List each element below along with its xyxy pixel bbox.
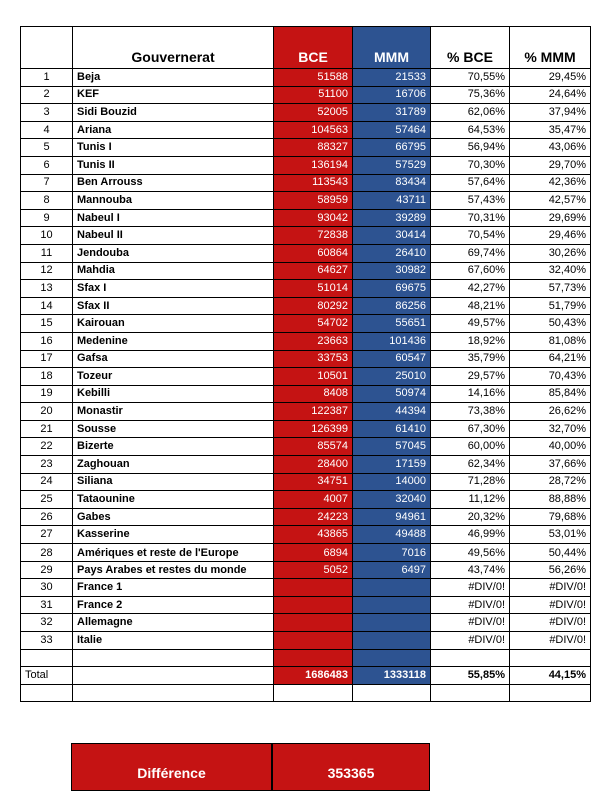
row-bce-value: [274, 596, 353, 614]
row-mmm-value: 44394: [353, 403, 431, 421]
row-pct-bce: 60,00%: [431, 438, 510, 456]
row-gouvernerat: Kairouan: [73, 315, 274, 333]
row-gouvernerat: Ben Arrouss: [73, 174, 274, 192]
table-footer: [21, 649, 591, 702]
row-gouvernerat: Ariana: [73, 121, 274, 139]
total-bce: 1686483: [274, 667, 353, 685]
row-pct-mmm: 37,94%: [510, 104, 591, 122]
total-pct-mmm: 44,15%: [510, 667, 591, 685]
row-bce-value: 136194: [274, 156, 353, 174]
row-pct-mmm: 85,84%: [510, 385, 591, 403]
row-number: 2: [21, 86, 73, 104]
row-bce-value: 5052: [274, 561, 353, 579]
row-number: 14: [21, 297, 73, 315]
row-bce-value: 34751: [274, 473, 353, 491]
row-bce-value: 33753: [274, 350, 353, 368]
row-bce-value: [274, 632, 353, 650]
row-number: 10: [21, 227, 73, 245]
row-gouvernerat: Pays Arabes et restes du monde: [73, 561, 274, 579]
row-pct-bce: 70,30%: [431, 156, 510, 174]
row-bce-value: 24223: [274, 508, 353, 526]
header-gouvernerat: Gouvernerat: [73, 27, 274, 69]
row-pct-mmm: 28,72%: [510, 473, 591, 491]
row-mmm-value: 31789: [353, 104, 431, 122]
row-number: 29: [21, 561, 73, 579]
row-number: 17: [21, 350, 73, 368]
row-mmm-value: 60547: [353, 350, 431, 368]
row-number: 9: [21, 209, 73, 227]
row-mmm-value: 66795: [353, 139, 431, 157]
row-bce-value: 10501: [274, 368, 353, 386]
row-bce-value: 4007: [274, 491, 353, 509]
row-pct-bce: 70,55%: [431, 69, 510, 87]
row-number: 31: [21, 596, 73, 614]
row-pct-bce: 67,60%: [431, 262, 510, 280]
row-pct-bce: 70,54%: [431, 227, 510, 245]
row-pct-bce: 48,21%: [431, 297, 510, 315]
row-bce-value: [274, 579, 353, 597]
difference-label: Différence: [71, 743, 272, 791]
row-mmm-value: 61410: [353, 420, 431, 438]
row-mmm-value: [353, 632, 431, 650]
row-gouvernerat: Monastir: [73, 403, 274, 421]
row-number: 5: [21, 139, 73, 157]
table-row: [21, 104, 591, 122]
row-pct-mmm: 29,70%: [510, 156, 591, 174]
row-pct-mmm: 29,69%: [510, 209, 591, 227]
row-mmm-value: 69675: [353, 280, 431, 298]
row-pct-mmm: 26,62%: [510, 403, 591, 421]
row-bce-value: 64627: [274, 262, 353, 280]
row-pct-bce: 14,16%: [431, 385, 510, 403]
row-number: 12: [21, 262, 73, 280]
row-pct-mmm: 32,70%: [510, 420, 591, 438]
row-pct-mmm: 40,00%: [510, 438, 591, 456]
row-gouvernerat: Jendouba: [73, 244, 274, 262]
row-number: 27: [21, 526, 73, 544]
table-row: [21, 438, 591, 456]
row-pct-mmm: 53,01%: [510, 526, 591, 544]
row-bce-value: 6894: [274, 544, 353, 562]
table-row: [21, 156, 591, 174]
row-bce-value: 51100: [274, 86, 353, 104]
row-number: 3: [21, 104, 73, 122]
row-gouvernerat: Nabeul II: [73, 227, 274, 245]
table-row: [21, 315, 591, 333]
row-gouvernerat: Kebilli: [73, 385, 274, 403]
row-pct-mmm: 37,66%: [510, 456, 591, 474]
table-row: [21, 561, 591, 579]
row-bce-value: 104563: [274, 121, 353, 139]
row-gouvernerat: Kasserine: [73, 526, 274, 544]
header-pct-mmm: % MMM: [510, 27, 591, 69]
row-gouvernerat: Siliana: [73, 473, 274, 491]
total-mmm: 1333118: [353, 667, 431, 685]
row-pct-mmm: 30,26%: [510, 244, 591, 262]
results-table: [20, 26, 591, 702]
row-pct-mmm: 42,57%: [510, 192, 591, 210]
table-row: [21, 227, 591, 245]
row-gouvernerat: Sfax I: [73, 280, 274, 298]
row-pct-mmm: 24,64%: [510, 86, 591, 104]
table-row: [21, 139, 591, 157]
row-pct-mmm: 79,68%: [510, 508, 591, 526]
row-number: 22: [21, 438, 73, 456]
row-number: 8: [21, 192, 73, 210]
table-row: [21, 174, 591, 192]
row-number: 23: [21, 456, 73, 474]
row-pct-bce: #DIV/0!: [431, 579, 510, 597]
row-gouvernerat: Bizerte: [73, 438, 274, 456]
row-number: 21: [21, 420, 73, 438]
row-pct-mmm: 29,45%: [510, 69, 591, 87]
row-bce-value: 54702: [274, 315, 353, 333]
row-bce-value: 60864: [274, 244, 353, 262]
row-number: 24: [21, 473, 73, 491]
row-gouvernerat: KEF: [73, 86, 274, 104]
row-mmm-value: 57529: [353, 156, 431, 174]
table-row: [21, 297, 591, 315]
table-row: [21, 614, 591, 632]
row-bce-value: 51588: [274, 69, 353, 87]
table-row: [21, 280, 591, 298]
row-pct-mmm: 35,47%: [510, 121, 591, 139]
row-gouvernerat: Tozeur: [73, 368, 274, 386]
row-mmm-value: [353, 596, 431, 614]
row-gouvernerat: Tataounine: [73, 491, 274, 509]
row-number: 26: [21, 508, 73, 526]
row-pct-bce: 29,57%: [431, 368, 510, 386]
table-row: [21, 403, 591, 421]
row-pct-mmm: #DIV/0!: [510, 579, 591, 597]
row-mmm-value: 16706: [353, 86, 431, 104]
table-row: [21, 596, 591, 614]
row-pct-bce: 70,31%: [431, 209, 510, 227]
row-gouvernerat: Nabeul I: [73, 209, 274, 227]
total-label: Total: [21, 667, 73, 685]
row-bce-value: 85574: [274, 438, 353, 456]
difference-value: 353365: [272, 743, 430, 791]
row-pct-mmm: #DIV/0!: [510, 596, 591, 614]
table-body: [21, 69, 591, 650]
header-mmm: MMM: [353, 27, 431, 69]
table-row: [21, 491, 591, 509]
row-mmm-value: 86256: [353, 297, 431, 315]
row-pct-bce: #DIV/0!: [431, 632, 510, 650]
row-bce-value: 58959: [274, 192, 353, 210]
row-bce-value: 52005: [274, 104, 353, 122]
row-mmm-value: 7016: [353, 544, 431, 562]
row-pct-mmm: #DIV/0!: [510, 632, 591, 650]
row-bce-value: 88327: [274, 139, 353, 157]
row-pct-mmm: 43,06%: [510, 139, 591, 157]
row-number: 16: [21, 332, 73, 350]
row-mmm-value: 30982: [353, 262, 431, 280]
spacer-row: [21, 649, 591, 667]
row-pct-mmm: 56,26%: [510, 561, 591, 579]
header-row: [21, 27, 591, 69]
table-row: [21, 385, 591, 403]
row-pct-mmm: 51,79%: [510, 297, 591, 315]
row-bce-value: 113543: [274, 174, 353, 192]
row-bce-value: 23663: [274, 332, 353, 350]
row-number: 4: [21, 121, 73, 139]
row-gouvernerat: Gafsa: [73, 350, 274, 368]
row-bce-value: 72838: [274, 227, 353, 245]
row-bce-value: 93042: [274, 209, 353, 227]
row-pct-bce: 71,28%: [431, 473, 510, 491]
row-pct-mmm: 81,08%: [510, 332, 591, 350]
row-gouvernerat: Zaghouan: [73, 456, 274, 474]
row-bce-value: 122387: [274, 403, 353, 421]
row-gouvernerat: Tunis I: [73, 139, 274, 157]
row-pct-mmm: 50,44%: [510, 544, 591, 562]
row-mmm-value: 94961: [353, 508, 431, 526]
row-pct-bce: 43,74%: [431, 561, 510, 579]
row-pct-mmm: 64,21%: [510, 350, 591, 368]
row-pct-bce: 35,79%: [431, 350, 510, 368]
row-pct-bce: 64,53%: [431, 121, 510, 139]
row-pct-bce: 67,30%: [431, 420, 510, 438]
row-mmm-value: 50974: [353, 385, 431, 403]
row-mmm-value: 57464: [353, 121, 431, 139]
row-bce-value: [274, 614, 353, 632]
row-number: 11: [21, 244, 73, 262]
row-gouvernerat: Sfax II: [73, 297, 274, 315]
row-number: 32: [21, 614, 73, 632]
empty-row: [21, 684, 591, 702]
row-mmm-value: [353, 579, 431, 597]
row-bce-value: 43865: [274, 526, 353, 544]
row-number: 15: [21, 315, 73, 333]
row-mmm-value: 14000: [353, 473, 431, 491]
row-mmm-value: 57045: [353, 438, 431, 456]
row-pct-bce: #DIV/0!: [431, 596, 510, 614]
row-gouvernerat: France 2: [73, 596, 274, 614]
header-bce: BCE: [274, 27, 353, 69]
row-number: 1: [21, 69, 73, 87]
row-mmm-value: 32040: [353, 491, 431, 509]
row-gouvernerat: Italie: [73, 632, 274, 650]
row-number: 33: [21, 632, 73, 650]
row-mmm-value: 55651: [353, 315, 431, 333]
row-mmm-value: 17159: [353, 456, 431, 474]
row-pct-bce: 75,36%: [431, 86, 510, 104]
table-row: [21, 350, 591, 368]
row-number: 13: [21, 280, 73, 298]
row-pct-bce: 57,64%: [431, 174, 510, 192]
row-gouvernerat: Sousse: [73, 420, 274, 438]
row-number: 7: [21, 174, 73, 192]
table-row: [21, 209, 591, 227]
row-mmm-value: 21533: [353, 69, 431, 87]
row-pct-bce: 57,43%: [431, 192, 510, 210]
row-pct-bce: 18,92%: [431, 332, 510, 350]
row-pct-mmm: 50,43%: [510, 315, 591, 333]
row-gouvernerat: Amériques et reste de l'Europe: [73, 544, 274, 562]
table-row: [21, 473, 591, 491]
header-number: [21, 27, 73, 69]
table-row: [21, 244, 591, 262]
table-row: [21, 579, 591, 597]
table-row: [21, 632, 591, 650]
row-pct-bce: 42,27%: [431, 280, 510, 298]
row-pct-bce: 46,99%: [431, 526, 510, 544]
table-row: [21, 420, 591, 438]
table-row: [21, 332, 591, 350]
row-pct-bce: 56,94%: [431, 139, 510, 157]
row-mmm-value: 30414: [353, 227, 431, 245]
row-gouvernerat: Gabes: [73, 508, 274, 526]
row-bce-value: 51014: [274, 280, 353, 298]
row-pct-mmm: 57,73%: [510, 280, 591, 298]
row-mmm-value: 101436: [353, 332, 431, 350]
row-pct-mmm: #DIV/0!: [510, 614, 591, 632]
row-mmm-value: 26410: [353, 244, 431, 262]
table-row: [21, 508, 591, 526]
row-number: 20: [21, 403, 73, 421]
row-gouvernerat: Sidi Bouzid: [73, 104, 274, 122]
table-row: [21, 544, 591, 562]
table-row: [21, 526, 591, 544]
row-pct-bce: #DIV/0!: [431, 614, 510, 632]
row-bce-value: 80292: [274, 297, 353, 315]
row-mmm-value: 6497: [353, 561, 431, 579]
row-pct-bce: 69,74%: [431, 244, 510, 262]
row-mmm-value: 49488: [353, 526, 431, 544]
row-mmm-value: 25010: [353, 368, 431, 386]
row-pct-bce: 49,56%: [431, 544, 510, 562]
row-mmm-value: 43711: [353, 192, 431, 210]
row-gouvernerat: Tunis II: [73, 156, 274, 174]
row-mmm-value: [353, 614, 431, 632]
total-pct-bce: 55,85%: [431, 667, 510, 685]
row-pct-bce: 49,57%: [431, 315, 510, 333]
row-pct-bce: 73,38%: [431, 403, 510, 421]
row-mmm-value: 39289: [353, 209, 431, 227]
row-number: 30: [21, 579, 73, 597]
row-pct-mmm: 32,40%: [510, 262, 591, 280]
row-pct-mmm: 42,36%: [510, 174, 591, 192]
row-gouvernerat: Allemagne: [73, 614, 274, 632]
table-row: [21, 192, 591, 210]
table-row: [21, 262, 591, 280]
row-pct-mmm: 88,88%: [510, 491, 591, 509]
row-gouvernerat: France 1: [73, 579, 274, 597]
row-gouvernerat: Mahdia: [73, 262, 274, 280]
row-gouvernerat: Beja: [73, 69, 274, 87]
table-row: [21, 368, 591, 386]
row-pct-bce: 62,34%: [431, 456, 510, 474]
row-pct-bce: 20,32%: [431, 508, 510, 526]
row-number: 6: [21, 156, 73, 174]
row-pct-bce: 62,06%: [431, 104, 510, 122]
row-pct-bce: 11,12%: [431, 491, 510, 509]
row-gouvernerat: Medenine: [73, 332, 274, 350]
header-pct-bce: % BCE: [431, 27, 510, 69]
row-mmm-value: 83434: [353, 174, 431, 192]
row-pct-mmm: 29,46%: [510, 227, 591, 245]
table-row: [21, 69, 591, 87]
row-number: 19: [21, 385, 73, 403]
row-number: 18: [21, 368, 73, 386]
difference-box: [71, 743, 430, 791]
row-number: 28: [21, 544, 73, 562]
row-number: 25: [21, 491, 73, 509]
table-row: [21, 121, 591, 139]
table-row: [21, 86, 591, 104]
total-name-cell: [73, 667, 274, 685]
row-gouvernerat: Mannouba: [73, 192, 274, 210]
table-row: [21, 456, 591, 474]
row-pct-mmm: 70,43%: [510, 368, 591, 386]
row-bce-value: 126399: [274, 420, 353, 438]
row-bce-value: 28400: [274, 456, 353, 474]
row-bce-value: 8408: [274, 385, 353, 403]
total-row: [21, 667, 591, 685]
